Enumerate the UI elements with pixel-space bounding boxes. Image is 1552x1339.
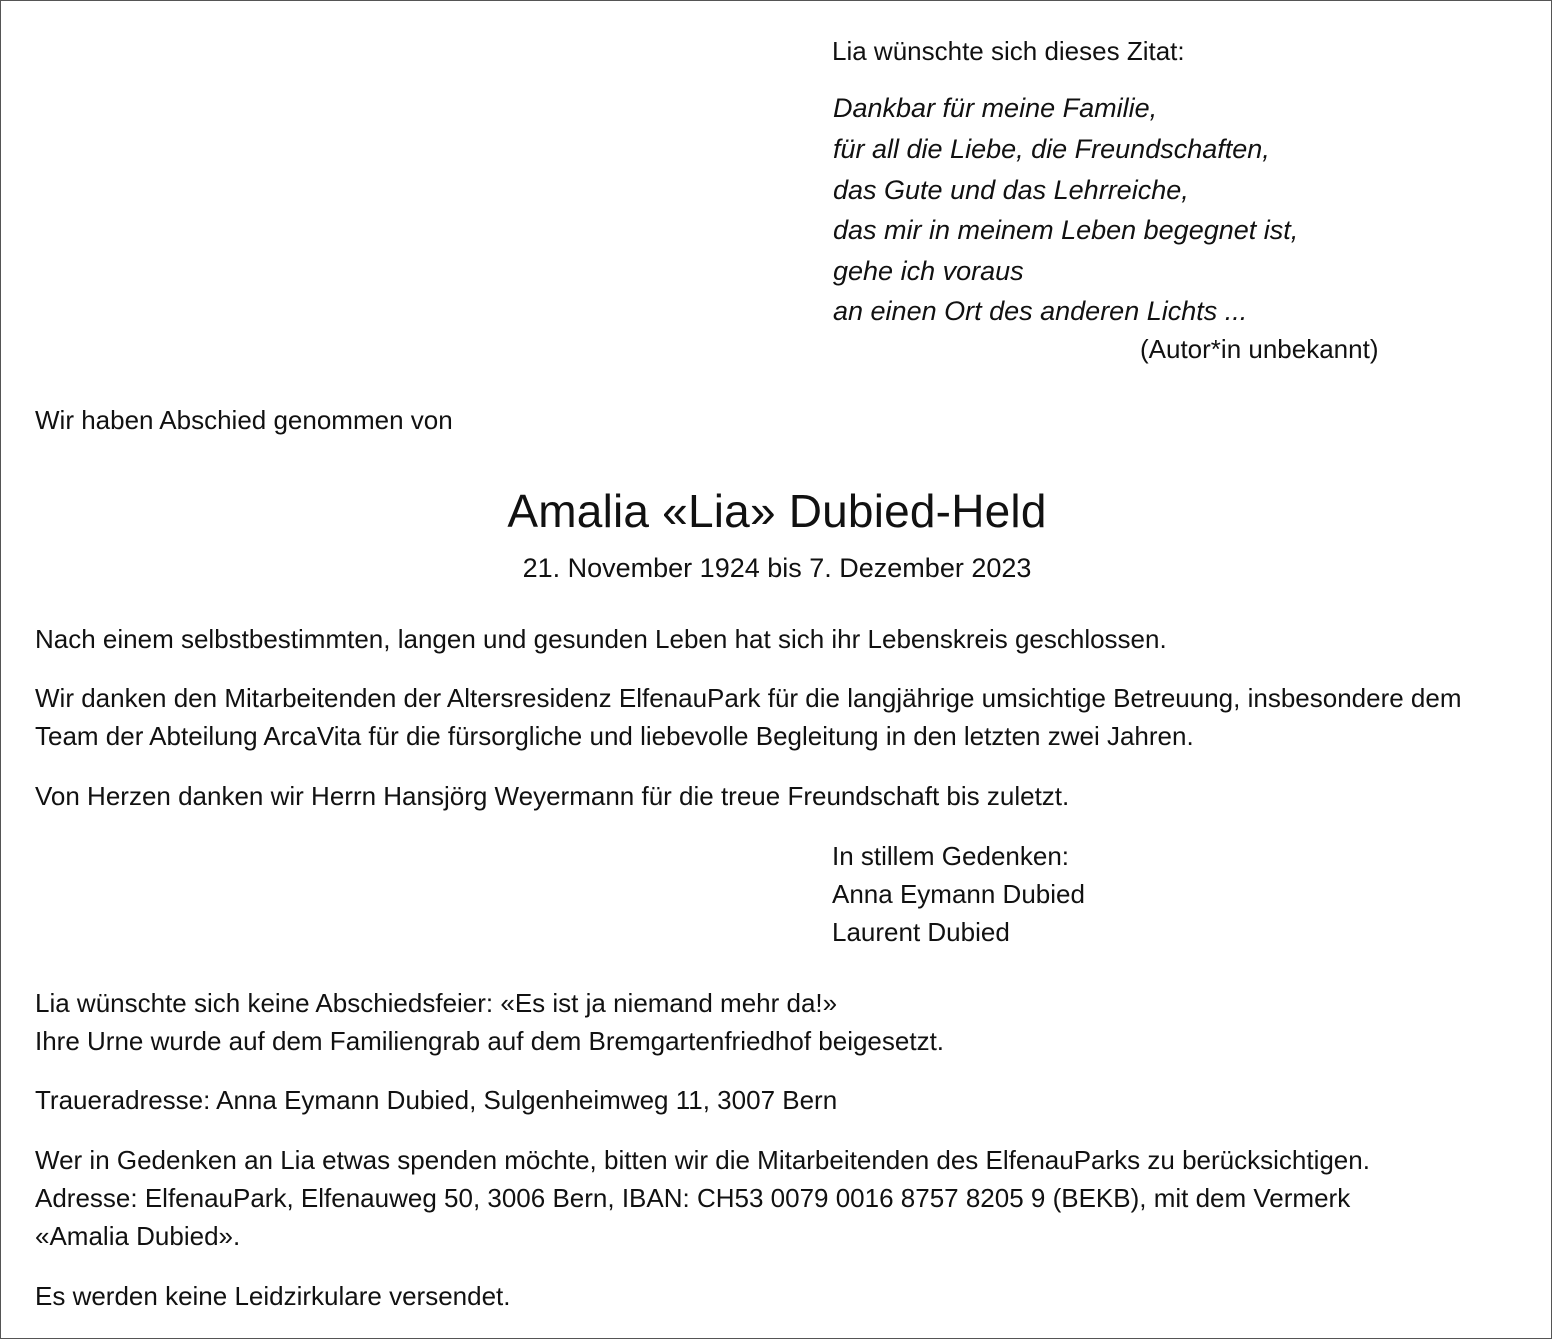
quote-line: das Gute und das Lehrreiche, (833, 175, 1189, 205)
quote-line: für all die Liebe, die Freundschaften, (833, 134, 1270, 164)
donation-line: «Amalia Dubied». (35, 1221, 241, 1251)
quote-line: Dankbar für meine Familie, (833, 93, 1158, 123)
thanks-paragraph-line: Wir danken den Mitarbeitenden der Altersresidenz ElfenauPark für die langjährige umsichtige Betreuung, insbesondere dem (35, 683, 1462, 713)
quote-intro: Lia wünschte sich dieses Zitat: (832, 36, 1185, 66)
quote-line: das mir in meinem Leben begegnet ist, (833, 215, 1299, 245)
urn-note: Ihre Urne wurde auf dem Familiengrab auf dem Bremgartenfriedhof beigesetzt. (35, 1026, 945, 1056)
mourners-heading: In stillem Gedenken: (832, 841, 1070, 871)
life-dates: 21. November 1924 bis 7. Dezember 2023 (522, 553, 1032, 583)
quote-author: (Autor*in unbekannt) (1140, 334, 1379, 364)
mourning-address: Traueradresse: Anna Eymann Dubied, Sulgenheimweg 11, 3007 Bern (35, 1085, 838, 1115)
farewell-intro: Wir haben Abschied genommen von (35, 405, 453, 435)
mourner-name: Laurent Dubied (832, 917, 1010, 947)
wish-note: Lia wünschte sich keine Abschiedsfeier: «Es ist ja niemand mehr da!» (35, 988, 838, 1018)
mourner-name: Anna Eymann Dubied (832, 879, 1085, 909)
thanks-paragraph-line: Team der Abteilung ArcaVita für die fürsorgliche und liebevolle Begleitung in den letzten zwei Jahren. (35, 721, 1194, 751)
donation-line: Adresse: ElfenauPark, Elfenauweg 50, 3006 Bern, IBAN: CH53 0079 0016 8757 8205 9 (BEKB), mit dem Vermerk (35, 1183, 1351, 1213)
quote-line: an einen Ort des anderen Lichts ... (833, 296, 1248, 326)
life-paragraph: Nach einem selbstbestimmten, langen und gesunden Leben hat sich ihr Lebenskreis geschlossen. (35, 624, 1167, 654)
deceased-name: Amalia «Lia» Dubied-Held (507, 485, 1047, 537)
quote-line: gehe ich voraus (833, 256, 1024, 286)
donation-line: Wer in Gedenken an Lia etwas spenden möchte, bitten wir die Mitarbeitenden des ElfenauParks zu berücksichtigen. (35, 1145, 1370, 1175)
heart-thanks-paragraph: Von Herzen danken wir Herrn Hansjörg Weyermann für die treue Freundschaft bis zuletzt. (35, 781, 1070, 811)
no-circulars-note: Es werden keine Leidzirkulare versendet. (35, 1281, 511, 1311)
